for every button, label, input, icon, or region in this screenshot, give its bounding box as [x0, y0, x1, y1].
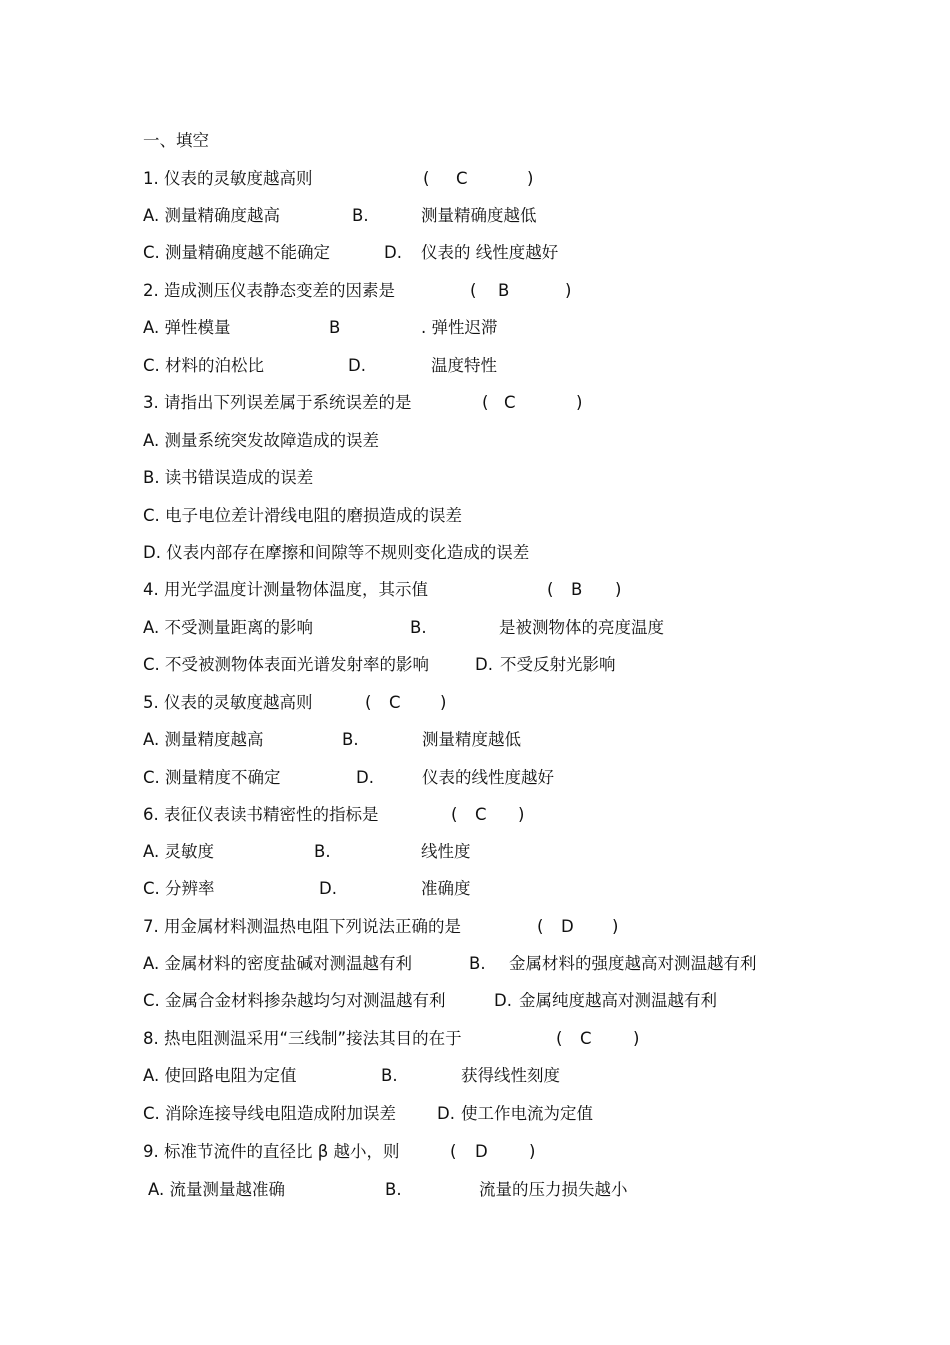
- document-page: 一、填空 1. 仪表的灵敏度越高则 ( C ) A. 测量精确度越高 B. 测量精确度越低 C. 测量精确度越不能确定 D. 仪表的 线性度越好 2. 造成测压仪表静态变差的因素是 ( B ) A. 弹性模量 B . 弹性迟滞 C. 材料的泊松比 D. 温度特性 3. 请指出下列误差属于系统误差的是 ( C ) A. 测量系统突发故障造成的误差 B. 读书错误造成的误差 C. 电子电位差计滑线电阻的磨损造成的误差 D. 仪表内部存在摩擦和间隙等不规则变化造成的误差 4. 用光学温度计测量物体温度，其示值 ( B ) A. 不受测量距离的影响 B. 是被测物体的亮度温度 C. 不受被测物体表面光谱发射率的影响 D. 不受反射光影响 5. 仪表的灵敏度越高则 ( C ) A. 测量精度越高 B. 测量精度越低 C. 测量精度不确定 D. 仪表的线性度越好 6. 表征仪表读书精密性的指标是 ( C ) A. 灵敏度 B. 线性度 C. 分辨率 D. 准确度 7. 用金属材料测温热电阻下列说法正确的是 ( D ) A. 金属材料的密度盐碱对测温越有利 B. 金属材料的强度越高对测温越有利 C. 金属合金材料掺杂越均匀对测温越有利 D. 金属纯度越高对测温越有利 8. 热电阻测温采用“三线制”接法其目的在于 ( C ) A. 使回路电阻为定值 B. 获得线性刻度 C. 消除连接导线电阻造成附加误差 D. 使工作电流为定值 9. 标准节流件的直径比 β 越小，则 ( D ) A. 流量测量越准确 B. 流量的压力损失越小: [143, 131, 757, 1199]
- answer-8: C: [580, 1029, 592, 1048]
- answer-1: C: [456, 169, 468, 188]
- answer-4: B: [571, 580, 583, 599]
- answer-5: C: [389, 693, 401, 712]
- answer-3: C: [504, 393, 516, 412]
- answer-2: B: [498, 281, 510, 300]
- answer-6: C: [475, 805, 487, 824]
- answer-9: D: [475, 1142, 488, 1161]
- answer-7: D: [561, 917, 574, 936]
